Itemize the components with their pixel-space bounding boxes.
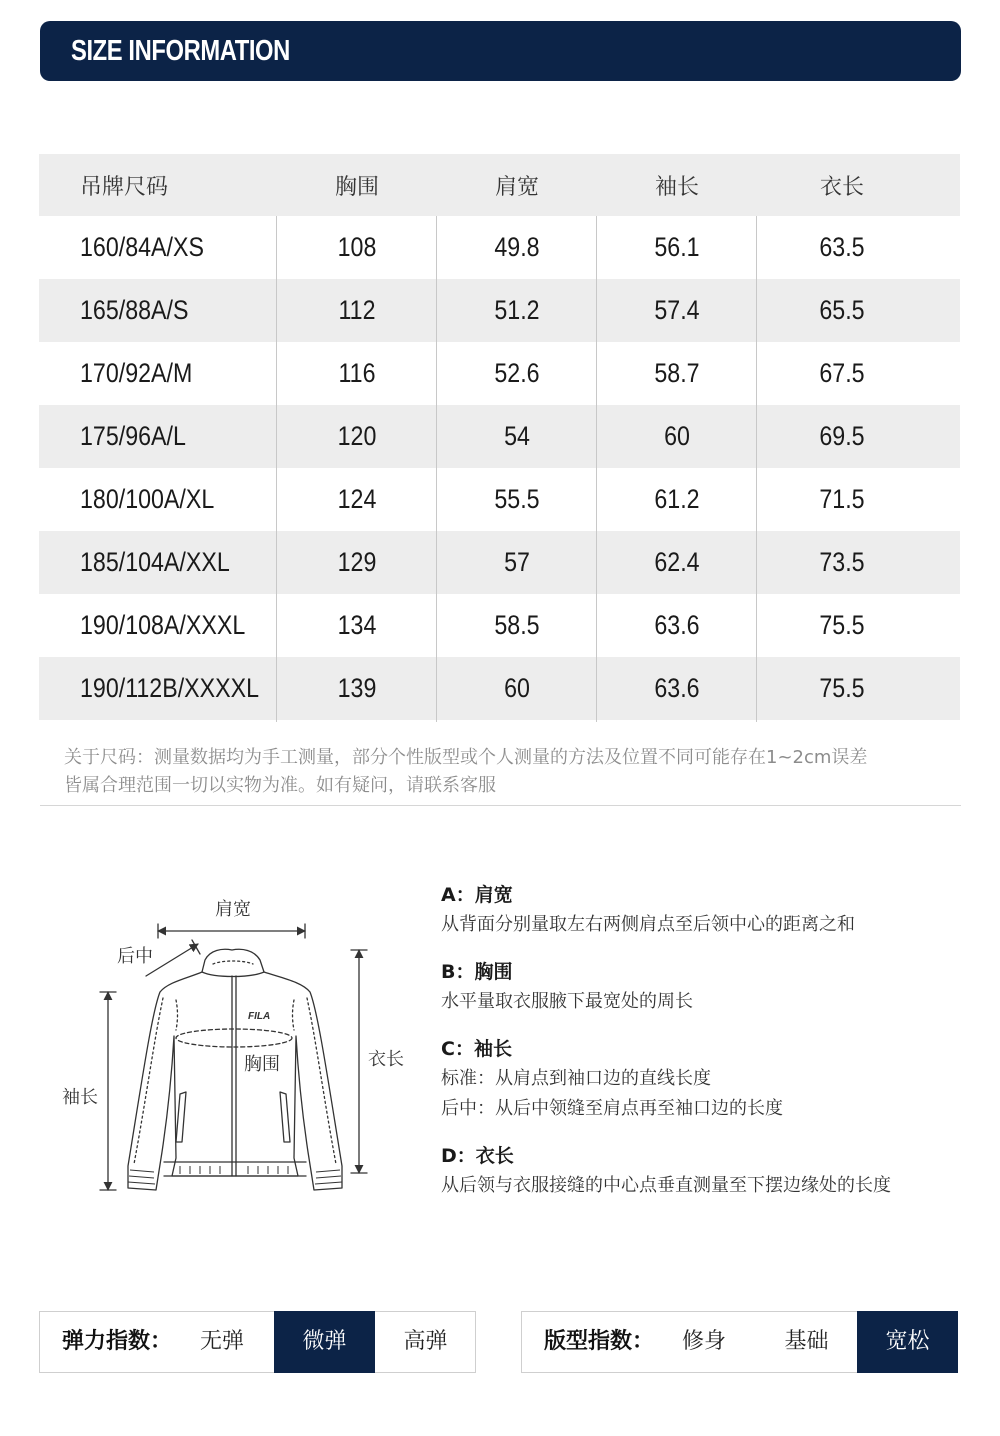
size-cell: 175/96A/L (80, 421, 186, 451)
sleeve-cell: 57.4 (654, 295, 700, 325)
size-cell: 185/104A/XXL (80, 547, 230, 577)
sleeve-cell: 63.6 (654, 610, 700, 640)
column-divider (596, 216, 597, 722)
table-row (39, 216, 960, 279)
brand-logo: FILA (248, 1011, 271, 1022)
page-title: SIZE INFORMATION (71, 35, 290, 67)
elasticity-option-high: 高弹 (403, 1329, 448, 1354)
length-cell: 65.5 (819, 295, 865, 325)
fit-index (521, 1311, 958, 1373)
desc-length (441, 1141, 981, 1201)
sleeve-cell: 58.7 (654, 358, 700, 388)
desc-sleeve (441, 1034, 981, 1124)
desc-text: 标准：从肩点到袖口边的直线长度 (441, 1068, 711, 1089)
length-cell: 75.5 (819, 610, 865, 640)
length-cell: 63.5 (819, 232, 865, 262)
elasticity-option-none: 无弹 (199, 1329, 244, 1354)
chest-cell: 112 (338, 295, 376, 325)
table-row (39, 279, 960, 342)
fit-option-regular: 基础 (784, 1329, 829, 1354)
sleeve-cell: 61.2 (654, 484, 700, 514)
desc-text: 从后领与衣服接缝的中心点垂直测量至下摆边缘处的长度 (441, 1175, 891, 1196)
column-header-chest: 胸围 (334, 174, 379, 200)
chest-cell: 129 (337, 547, 377, 577)
shoulder-cell: 51.2 (494, 295, 540, 325)
shoulder-cell: 58.5 (494, 610, 540, 640)
jacket-outline-icon (50, 880, 420, 1210)
size-cell: 180/100A/XL (80, 484, 215, 514)
chest-cell: 108 (337, 232, 377, 262)
size-cell: 165/88A/S (80, 295, 189, 325)
diagram-sleeve-label: 袖长 (62, 1087, 98, 1108)
column-header-length: 衣长 (819, 174, 864, 200)
column-header-sleeve: 袖长 (654, 174, 699, 200)
table-row (39, 468, 960, 531)
column-divider (276, 216, 277, 722)
size-cell: 170/92A/M (80, 358, 193, 388)
chest-cell: 116 (338, 358, 376, 388)
desc-text: 从背面分别量取左右两侧肩点至后领中心的距离之和 (441, 914, 855, 935)
table-row (39, 405, 960, 468)
desc-text: 后中：从后中领缝至肩点再至袖口边的长度 (441, 1098, 783, 1119)
shoulder-cell: 54 (504, 421, 530, 451)
header-bar (40, 21, 961, 81)
column-header-shoulder: 肩宽 (494, 174, 539, 200)
table-header-row (39, 154, 960, 216)
table-row (39, 531, 960, 594)
sleeve-cell: 63.6 (654, 673, 700, 703)
note-line-1: 关于尺码：测量数据均为手工测量，部分个性版型或个人测量的方法及位置不同可能存在1~2cm误差 (64, 747, 868, 768)
diagram-length-label: 衣长 (368, 1049, 404, 1070)
jacket-diagram (50, 880, 420, 1210)
shoulder-cell: 52.6 (494, 358, 540, 388)
desc-title: B：胸围 (441, 961, 513, 983)
diagram-shoulder-label: 肩宽 (215, 899, 251, 920)
chest-cell: 134 (337, 610, 377, 640)
column-divider (756, 216, 757, 722)
note-line-2: 皆属合理范围一切以实物为准。如有疑问，请联系客服 (64, 775, 496, 796)
measurement-note (64, 744, 964, 800)
section-divider (40, 805, 961, 806)
chest-cell: 124 (337, 484, 377, 514)
size-cell: 190/108A/XXXL (80, 610, 246, 640)
desc-text: 水平量取衣服腋下最宽处的周长 (441, 991, 693, 1012)
measurement-descriptions (441, 880, 981, 1218)
size-cell: 160/84A/XS (80, 232, 204, 262)
column-divider (436, 216, 437, 722)
diagram-chest-label: 胸围 (244, 1054, 280, 1075)
table-row (39, 594, 960, 657)
sleeve-cell: 60 (664, 421, 690, 451)
column-header-tag-size: 吊牌尺码 (80, 174, 169, 200)
size-table (39, 154, 960, 720)
desc-title: D：衣长 (441, 1145, 514, 1167)
table-row (39, 342, 960, 405)
shoulder-cell: 60 (504, 673, 530, 703)
chest-cell: 120 (337, 421, 377, 451)
size-cell: 190/112B/XXXXL (80, 673, 260, 703)
shoulder-cell: 57 (504, 547, 530, 577)
elasticity-index (39, 1311, 476, 1373)
length-cell: 71.5 (819, 484, 865, 514)
desc-chest (441, 957, 981, 1017)
sleeve-cell: 62.4 (654, 547, 700, 577)
fit-label: 版型指数： (544, 1329, 655, 1354)
sleeve-cell: 56.1 (654, 232, 700, 262)
desc-title: A：肩宽 (441, 884, 513, 906)
fit-option-loose: 宽松 (857, 1311, 958, 1373)
chest-cell: 139 (337, 673, 377, 703)
desc-title: C：袖长 (441, 1038, 512, 1060)
elasticity-option-slight: 微弹 (274, 1311, 375, 1373)
diagram-back-center-label: 后中 (117, 946, 153, 967)
shoulder-cell: 55.5 (494, 484, 540, 514)
length-cell: 73.5 (819, 547, 865, 577)
elasticity-label: 弹力指数： (62, 1329, 173, 1354)
fit-option-slim: 修身 (681, 1329, 726, 1354)
length-cell: 75.5 (819, 673, 865, 703)
desc-shoulder (441, 880, 981, 940)
length-cell: 69.5 (819, 421, 865, 451)
table-row (39, 657, 960, 720)
length-cell: 67.5 (819, 358, 865, 388)
shoulder-cell: 49.8 (494, 232, 540, 262)
